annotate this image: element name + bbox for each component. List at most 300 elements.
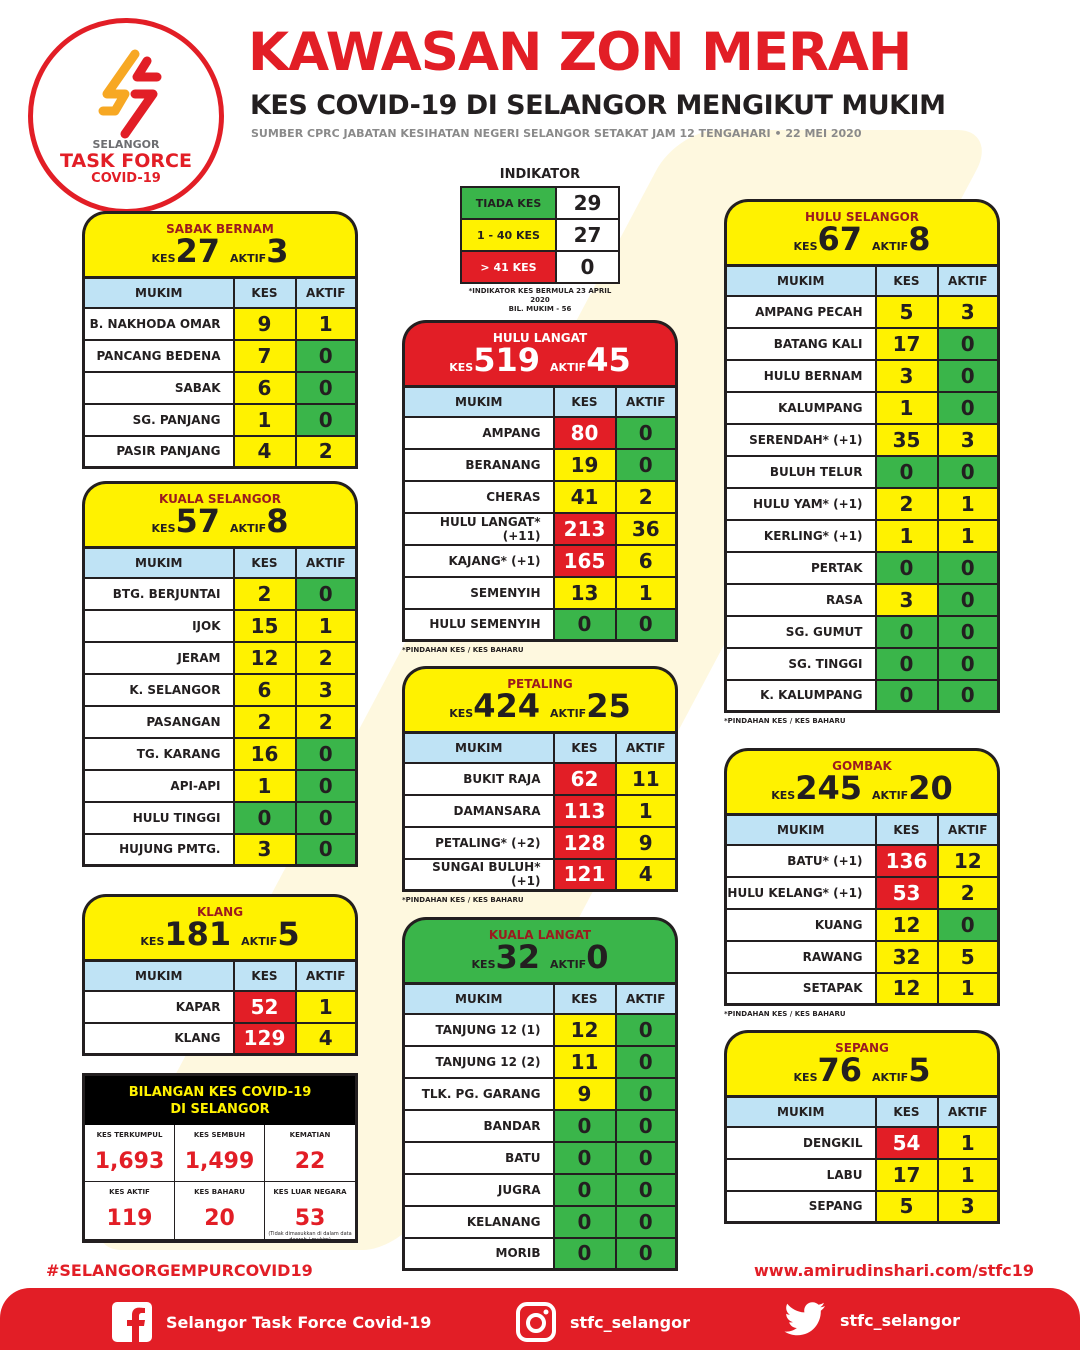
table-row bbox=[404, 763, 677, 795]
mukim-name: KELANANG bbox=[404, 1206, 554, 1238]
mukim-name: RASA bbox=[726, 584, 876, 616]
mukim-name: HULU KELANG* (+1) bbox=[726, 877, 876, 909]
mukim-name: HULU SEMENYIH bbox=[404, 609, 554, 641]
mukim-name: HULU LANGAT* (+11) bbox=[404, 513, 554, 545]
kes-value: 0 bbox=[876, 456, 938, 488]
aktif-value: 3 bbox=[938, 1191, 999, 1223]
table-row bbox=[404, 449, 677, 481]
mukim-name: HUJUNG PMTG. bbox=[84, 834, 234, 866]
district-name: KUALA SELANGOR bbox=[159, 492, 281, 506]
table-row bbox=[404, 827, 677, 859]
total-active bbox=[85, 1182, 175, 1240]
table-row bbox=[84, 308, 357, 340]
mukim-name: KUANG bbox=[726, 909, 876, 941]
district-aktif-total: 5 bbox=[277, 915, 300, 953]
mukim-name: DENGKIL bbox=[726, 1127, 876, 1159]
aktif-value: 2 bbox=[616, 481, 677, 513]
page-title: KAWASAN ZON MERAH bbox=[248, 22, 912, 83]
kes-label: KES bbox=[471, 958, 496, 971]
kes-value: 5 bbox=[876, 1191, 938, 1223]
kes-value: 52 bbox=[234, 991, 296, 1023]
district-kes-total: 76 bbox=[817, 1051, 863, 1089]
total-label: KES SEMBUH bbox=[193, 1131, 246, 1139]
kes-value: 0 bbox=[876, 680, 938, 712]
aktif-value: 0 bbox=[616, 1046, 677, 1078]
instagram-link[interactable] bbox=[516, 1302, 690, 1342]
table-header-row bbox=[84, 548, 357, 578]
mukim-name: KAPAR bbox=[84, 991, 234, 1023]
aktif-value: 3 bbox=[296, 674, 357, 706]
district-header bbox=[402, 917, 678, 982]
total-value: 22 bbox=[294, 1149, 326, 1174]
aktif-value: 1 bbox=[938, 973, 999, 1005]
mukim-name: KLANG bbox=[84, 1023, 234, 1055]
website-link[interactable]: www.amirudinshari.com/stfc19 bbox=[754, 1261, 1034, 1280]
kes-value: 32 bbox=[876, 941, 938, 973]
aktif-value: 2 bbox=[938, 877, 999, 909]
aktif-value: 0 bbox=[938, 909, 999, 941]
mukim-name: BERANANG bbox=[404, 449, 554, 481]
aktif-value: 0 bbox=[616, 1014, 677, 1046]
table-row bbox=[84, 340, 357, 372]
indicator-legend bbox=[460, 167, 620, 314]
aktif-label: AKTIF bbox=[230, 522, 267, 535]
district-table bbox=[82, 959, 358, 1056]
totals-box bbox=[82, 1073, 358, 1243]
lightning-logo-icon bbox=[85, 49, 175, 139]
col-aktif: AKTIF bbox=[296, 548, 357, 578]
district-header bbox=[724, 199, 1000, 264]
district-header bbox=[402, 666, 678, 731]
aktif-value: 0 bbox=[616, 1078, 677, 1110]
mukim-name: BULUH TELUR bbox=[726, 456, 876, 488]
mukim-name: BATU* (+1) bbox=[726, 845, 876, 877]
district-aktif-total: 8 bbox=[908, 220, 931, 258]
instagram-icon bbox=[516, 1302, 556, 1342]
kes-value: 1 bbox=[876, 392, 938, 424]
kes-value: 0 bbox=[554, 1238, 616, 1270]
table-row bbox=[726, 520, 999, 552]
table-row bbox=[84, 674, 357, 706]
total-recovered bbox=[175, 1125, 265, 1182]
district-header bbox=[724, 748, 1000, 813]
district-name: KUALA LANGAT bbox=[488, 928, 592, 942]
mukim-name: SABAK bbox=[84, 372, 234, 404]
kes-value: 3 bbox=[876, 584, 938, 616]
table-row bbox=[84, 404, 357, 436]
kes-value: 6 bbox=[234, 674, 296, 706]
table-row bbox=[726, 424, 999, 456]
kes-value: 213 bbox=[554, 513, 616, 545]
mukim-name: BATU bbox=[404, 1142, 554, 1174]
instagram-label: stfc_selangor bbox=[570, 1312, 690, 1332]
aktif-value: 0 bbox=[938, 680, 999, 712]
district-panel-kuala-selangor bbox=[82, 481, 358, 867]
table-row bbox=[84, 372, 357, 404]
kes-value: 1 bbox=[234, 770, 296, 802]
table-row bbox=[84, 738, 357, 770]
kes-value: 0 bbox=[876, 552, 938, 584]
kes-value: 35 bbox=[876, 424, 938, 456]
district-panel-petaling bbox=[402, 666, 678, 904]
district-name: KLANG bbox=[196, 905, 244, 919]
district-name: SEPANG bbox=[835, 1041, 889, 1055]
kes-value: 11 bbox=[554, 1046, 616, 1078]
district-header bbox=[82, 211, 358, 276]
mukim-name: API-API bbox=[84, 770, 234, 802]
indicator-row bbox=[461, 219, 619, 251]
aktif-value: 0 bbox=[938, 552, 999, 584]
mukim-name: K. SELANGOR bbox=[84, 674, 234, 706]
kes-value: 9 bbox=[234, 308, 296, 340]
aktif-value: 0 bbox=[296, 404, 357, 436]
indicator-value-green: 29 bbox=[556, 187, 619, 219]
aktif-value: 0 bbox=[616, 1238, 677, 1270]
col-kes: KES bbox=[554, 733, 616, 763]
table-row bbox=[726, 941, 999, 973]
total-imported bbox=[265, 1182, 355, 1243]
kes-value: 0 bbox=[554, 1110, 616, 1142]
table-header-row bbox=[404, 733, 677, 763]
total-label: KEMATIAN bbox=[289, 1131, 331, 1139]
mukim-name: PASANGAN bbox=[84, 706, 234, 738]
kes-value: 3 bbox=[234, 834, 296, 866]
kes-label: KES bbox=[793, 240, 818, 253]
total-cumulative bbox=[85, 1125, 175, 1182]
mukim-name: TG. KARANG bbox=[84, 738, 234, 770]
aktif-value: 3 bbox=[938, 424, 999, 456]
table-row bbox=[726, 616, 999, 648]
district-table bbox=[402, 731, 678, 892]
table-row bbox=[84, 642, 357, 674]
indicator-value-yellow: 27 bbox=[556, 219, 619, 251]
aktif-value: 0 bbox=[296, 738, 357, 770]
kes-value: 16 bbox=[234, 738, 296, 770]
mukim-name: CHERAS bbox=[404, 481, 554, 513]
aktif-value: 0 bbox=[616, 609, 677, 641]
aktif-label: AKTIF bbox=[872, 240, 909, 253]
table-row bbox=[84, 770, 357, 802]
table-row bbox=[726, 973, 999, 1005]
aktif-label: AKTIF bbox=[550, 707, 587, 720]
aktif-label: AKTIF bbox=[550, 958, 587, 971]
district-panel-hulu-langat bbox=[402, 320, 678, 654]
facebook-link[interactable] bbox=[112, 1302, 431, 1342]
mukim-name: JUGRA bbox=[404, 1174, 554, 1206]
indicator-label-green: TIADA KES bbox=[461, 187, 556, 219]
district-kes-total: 67 bbox=[817, 220, 863, 258]
kes-value: 19 bbox=[554, 449, 616, 481]
mukim-name: TLK. PG. GARANG bbox=[404, 1078, 554, 1110]
kes-value: 12 bbox=[876, 973, 938, 1005]
kes-value: 62 bbox=[554, 763, 616, 795]
aktif-value: 6 bbox=[616, 545, 677, 577]
col-aktif: AKTIF bbox=[938, 266, 999, 296]
district-name: PETALING bbox=[507, 677, 573, 691]
kes-value: 7 bbox=[234, 340, 296, 372]
kes-value: 17 bbox=[876, 328, 938, 360]
aktif-value: 2 bbox=[296, 436, 357, 468]
district-aktif-total: 0 bbox=[586, 938, 609, 976]
logo-line-3: COVID-19 bbox=[91, 171, 161, 186]
kes-value: 0 bbox=[554, 1142, 616, 1174]
kes-value: 121 bbox=[554, 859, 616, 891]
col-kes: KES bbox=[554, 984, 616, 1014]
total-label: KES LUAR NEGARA bbox=[273, 1188, 347, 1196]
col-kes: KES bbox=[234, 548, 296, 578]
aktif-value: 0 bbox=[296, 834, 357, 866]
district-summary bbox=[727, 769, 997, 807]
district-panel-hulu-selangor bbox=[724, 199, 1000, 725]
district-table bbox=[402, 982, 678, 1271]
aktif-value: 1 bbox=[938, 520, 999, 552]
kes-label: KES bbox=[771, 789, 796, 802]
aktif-label: AKTIF bbox=[230, 252, 267, 265]
aktif-value: 4 bbox=[296, 1023, 357, 1055]
table-row bbox=[726, 296, 999, 328]
facebook-icon bbox=[112, 1302, 152, 1342]
mukim-name: TANJUNG 12 (1) bbox=[404, 1014, 554, 1046]
indicator-note-line-1: *INDIKATOR KES BERMULA 23 APRIL 2020 bbox=[468, 287, 612, 304]
kes-value: 1 bbox=[876, 520, 938, 552]
district-panel-klang bbox=[82, 894, 358, 1056]
table-row bbox=[726, 552, 999, 584]
table-row bbox=[726, 1159, 999, 1191]
aktif-value: 4 bbox=[616, 859, 677, 891]
hashtag: #SELANGORGEMPURCOVID19 bbox=[46, 1261, 313, 1280]
table-row bbox=[726, 845, 999, 877]
mukim-name: KALUMPANG bbox=[726, 392, 876, 424]
kes-value: 41 bbox=[554, 481, 616, 513]
district-summary bbox=[727, 220, 997, 258]
district-table bbox=[402, 385, 678, 642]
aktif-value: 9 bbox=[616, 827, 677, 859]
col-mukim: MUKIM bbox=[84, 278, 234, 308]
mukim-name: HULU TINGGI bbox=[84, 802, 234, 834]
kes-value: 136 bbox=[876, 845, 938, 877]
district-table bbox=[82, 546, 358, 867]
aktif-value: 1 bbox=[938, 1159, 999, 1191]
col-mukim: MUKIM bbox=[84, 548, 234, 578]
district-panel-sabak-bernam bbox=[82, 211, 358, 469]
col-mukim: MUKIM bbox=[404, 984, 554, 1014]
kes-value: 0 bbox=[554, 609, 616, 641]
mukim-name: JERAM bbox=[84, 642, 234, 674]
aktif-value: 0 bbox=[296, 770, 357, 802]
aktif-value: 0 bbox=[938, 584, 999, 616]
district-note: *PINDAHAN KES / KES BAHARU bbox=[402, 646, 524, 654]
district-aktif-total: 3 bbox=[266, 232, 289, 270]
table-row bbox=[404, 1078, 677, 1110]
district-header bbox=[82, 894, 358, 959]
district-summary bbox=[85, 232, 355, 270]
aktif-value: 1 bbox=[616, 795, 677, 827]
kes-label: KES bbox=[449, 361, 474, 374]
district-summary bbox=[405, 341, 675, 379]
aktif-value: 0 bbox=[616, 1206, 677, 1238]
kes-value: 128 bbox=[554, 827, 616, 859]
col-kes: KES bbox=[876, 815, 938, 845]
totals-title-1: BILANGAN KES COVID-19 bbox=[128, 1085, 312, 1100]
table-row bbox=[404, 1014, 677, 1046]
table-row bbox=[84, 436, 357, 468]
district-aktif-total: 45 bbox=[586, 341, 631, 379]
district-summary bbox=[405, 687, 675, 725]
mukim-name: KAJANG* (+1) bbox=[404, 545, 554, 577]
mukim-name: AMPANG PECAH bbox=[726, 296, 876, 328]
table-row bbox=[726, 328, 999, 360]
indicator-row bbox=[461, 251, 619, 283]
logo-line-1: SELANGOR bbox=[92, 138, 160, 151]
district-header bbox=[724, 1030, 1000, 1095]
mukim-name: SETAPAK bbox=[726, 973, 876, 1005]
district-table bbox=[724, 264, 1000, 713]
mukim-name: BANDAR bbox=[404, 1110, 554, 1142]
total-note: (Tidak dimasukkan di dalam data daerah / mukim) bbox=[268, 1231, 352, 1243]
mukim-name: BATANG KALI bbox=[726, 328, 876, 360]
total-deaths bbox=[265, 1125, 355, 1182]
table-row bbox=[84, 706, 357, 738]
totals-header bbox=[85, 1076, 355, 1125]
mukim-name: IJOK bbox=[84, 610, 234, 642]
kes-value: 17 bbox=[876, 1159, 938, 1191]
aktif-value: 36 bbox=[616, 513, 677, 545]
kes-value: 5 bbox=[876, 296, 938, 328]
page-subtitle: KES COVID-19 DI SELANGOR MENGIKUT MUKIM bbox=[250, 90, 946, 121]
table-row bbox=[404, 417, 677, 449]
table-row bbox=[404, 609, 677, 641]
kes-value: 2 bbox=[234, 578, 296, 610]
aktif-value: 1 bbox=[938, 488, 999, 520]
mukim-name: PANCANG BEDENA bbox=[84, 340, 234, 372]
indicator-note bbox=[460, 287, 620, 314]
mukim-name: BUKIT RAJA bbox=[404, 763, 554, 795]
table-row bbox=[726, 360, 999, 392]
table-row bbox=[726, 392, 999, 424]
district-aktif-total: 8 bbox=[266, 502, 289, 540]
table-row bbox=[726, 456, 999, 488]
kes-label: KES bbox=[793, 1071, 818, 1084]
table-row bbox=[404, 795, 677, 827]
mukim-name: SEPANG bbox=[726, 1191, 876, 1223]
aktif-label: AKTIF bbox=[872, 1071, 909, 1084]
table-row bbox=[404, 859, 677, 891]
table-row bbox=[84, 578, 357, 610]
kes-value: 54 bbox=[876, 1127, 938, 1159]
total-value: 20 bbox=[204, 1206, 235, 1231]
district-kes-total: 181 bbox=[164, 915, 232, 953]
mukim-name: MORIB bbox=[404, 1238, 554, 1270]
indicator-value-red: 0 bbox=[556, 251, 619, 283]
col-kes: KES bbox=[234, 961, 296, 991]
task-force-logo bbox=[28, 18, 224, 214]
col-aktif: AKTIF bbox=[616, 984, 677, 1014]
district-kes-total: 32 bbox=[495, 938, 541, 976]
district-aktif-total: 5 bbox=[908, 1051, 931, 1089]
col-kes: KES bbox=[876, 1097, 938, 1127]
district-summary bbox=[405, 938, 675, 976]
kes-value: 13 bbox=[554, 577, 616, 609]
social-footer bbox=[0, 1288, 1080, 1350]
district-aktif-total: 20 bbox=[908, 769, 953, 807]
table-row bbox=[84, 1023, 357, 1055]
aktif-value: 0 bbox=[296, 340, 357, 372]
mukim-name: PETALING* (+2) bbox=[404, 827, 554, 859]
col-mukim: MUKIM bbox=[404, 387, 554, 417]
table-header-row bbox=[726, 815, 999, 845]
table-row bbox=[404, 1142, 677, 1174]
aktif-value: 2 bbox=[296, 706, 357, 738]
table-row bbox=[404, 481, 677, 513]
district-header bbox=[402, 320, 678, 385]
total-value: 119 bbox=[106, 1206, 153, 1231]
district-summary bbox=[727, 1051, 997, 1089]
mukim-name: HULU BERNAM bbox=[726, 360, 876, 392]
aktif-value: 0 bbox=[616, 449, 677, 481]
table-header-row bbox=[726, 266, 999, 296]
mukim-name: K. KALUMPANG bbox=[726, 680, 876, 712]
mukim-name: SERENDAH* (+1) bbox=[726, 424, 876, 456]
aktif-value: 2 bbox=[296, 642, 357, 674]
col-mukim: MUKIM bbox=[726, 1097, 876, 1127]
aktif-value: 3 bbox=[938, 296, 999, 328]
total-label: KES TERKUMPUL bbox=[96, 1131, 163, 1139]
table-row bbox=[404, 1238, 677, 1270]
district-panel-kuala-langat bbox=[402, 917, 678, 1271]
indicator-label-yellow: 1 - 40 KES bbox=[461, 219, 556, 251]
district-kes-total: 57 bbox=[175, 502, 221, 540]
kes-label: KES bbox=[449, 707, 474, 720]
twitter-link[interactable] bbox=[784, 1302, 960, 1338]
district-aktif-total: 25 bbox=[586, 687, 631, 725]
table-row bbox=[726, 488, 999, 520]
col-aktif: AKTIF bbox=[616, 733, 677, 763]
col-aktif: AKTIF bbox=[938, 815, 999, 845]
district-panel-gombak bbox=[724, 748, 1000, 1018]
col-mukim: MUKIM bbox=[726, 815, 876, 845]
kes-label: KES bbox=[151, 522, 176, 535]
total-label: KES BAHARU bbox=[194, 1188, 245, 1196]
col-kes: KES bbox=[876, 266, 938, 296]
district-table bbox=[724, 813, 1000, 1006]
kes-value: 15 bbox=[234, 610, 296, 642]
col-aktif: AKTIF bbox=[296, 278, 357, 308]
logo-line-2: TASK FORCE bbox=[60, 150, 192, 172]
total-label: KES AKTIF bbox=[109, 1188, 150, 1196]
mukim-name: KERLING* (+1) bbox=[726, 520, 876, 552]
mukim-name: HULU YAM* (+1) bbox=[726, 488, 876, 520]
kes-value: 12 bbox=[876, 909, 938, 941]
kes-value: 0 bbox=[876, 616, 938, 648]
indicator-note-line-2: BIL. MUKIM - 56 bbox=[508, 305, 572, 313]
kes-value: 2 bbox=[234, 706, 296, 738]
mukim-name: TANJUNG 12 (2) bbox=[404, 1046, 554, 1078]
kes-value: 3 bbox=[876, 360, 938, 392]
table-header-row bbox=[84, 278, 357, 308]
district-kes-total: 27 bbox=[175, 232, 221, 270]
source-line: SUMBER CPRC JABATAN KESIHATAN NEGERI SELANGOR SETAKAT JAM 12 TENGAHARI • 22 MEI 2020 bbox=[251, 127, 862, 140]
table-row bbox=[404, 513, 677, 545]
aktif-value: 0 bbox=[938, 392, 999, 424]
kes-label: KES bbox=[140, 935, 165, 948]
kes-value: 2 bbox=[876, 488, 938, 520]
table-row bbox=[726, 1127, 999, 1159]
district-kes-total: 245 bbox=[795, 769, 863, 807]
aktif-value: 1 bbox=[296, 308, 357, 340]
kes-value: 1 bbox=[234, 404, 296, 436]
mukim-name: DAMANSARA bbox=[404, 795, 554, 827]
kes-value: 12 bbox=[234, 642, 296, 674]
